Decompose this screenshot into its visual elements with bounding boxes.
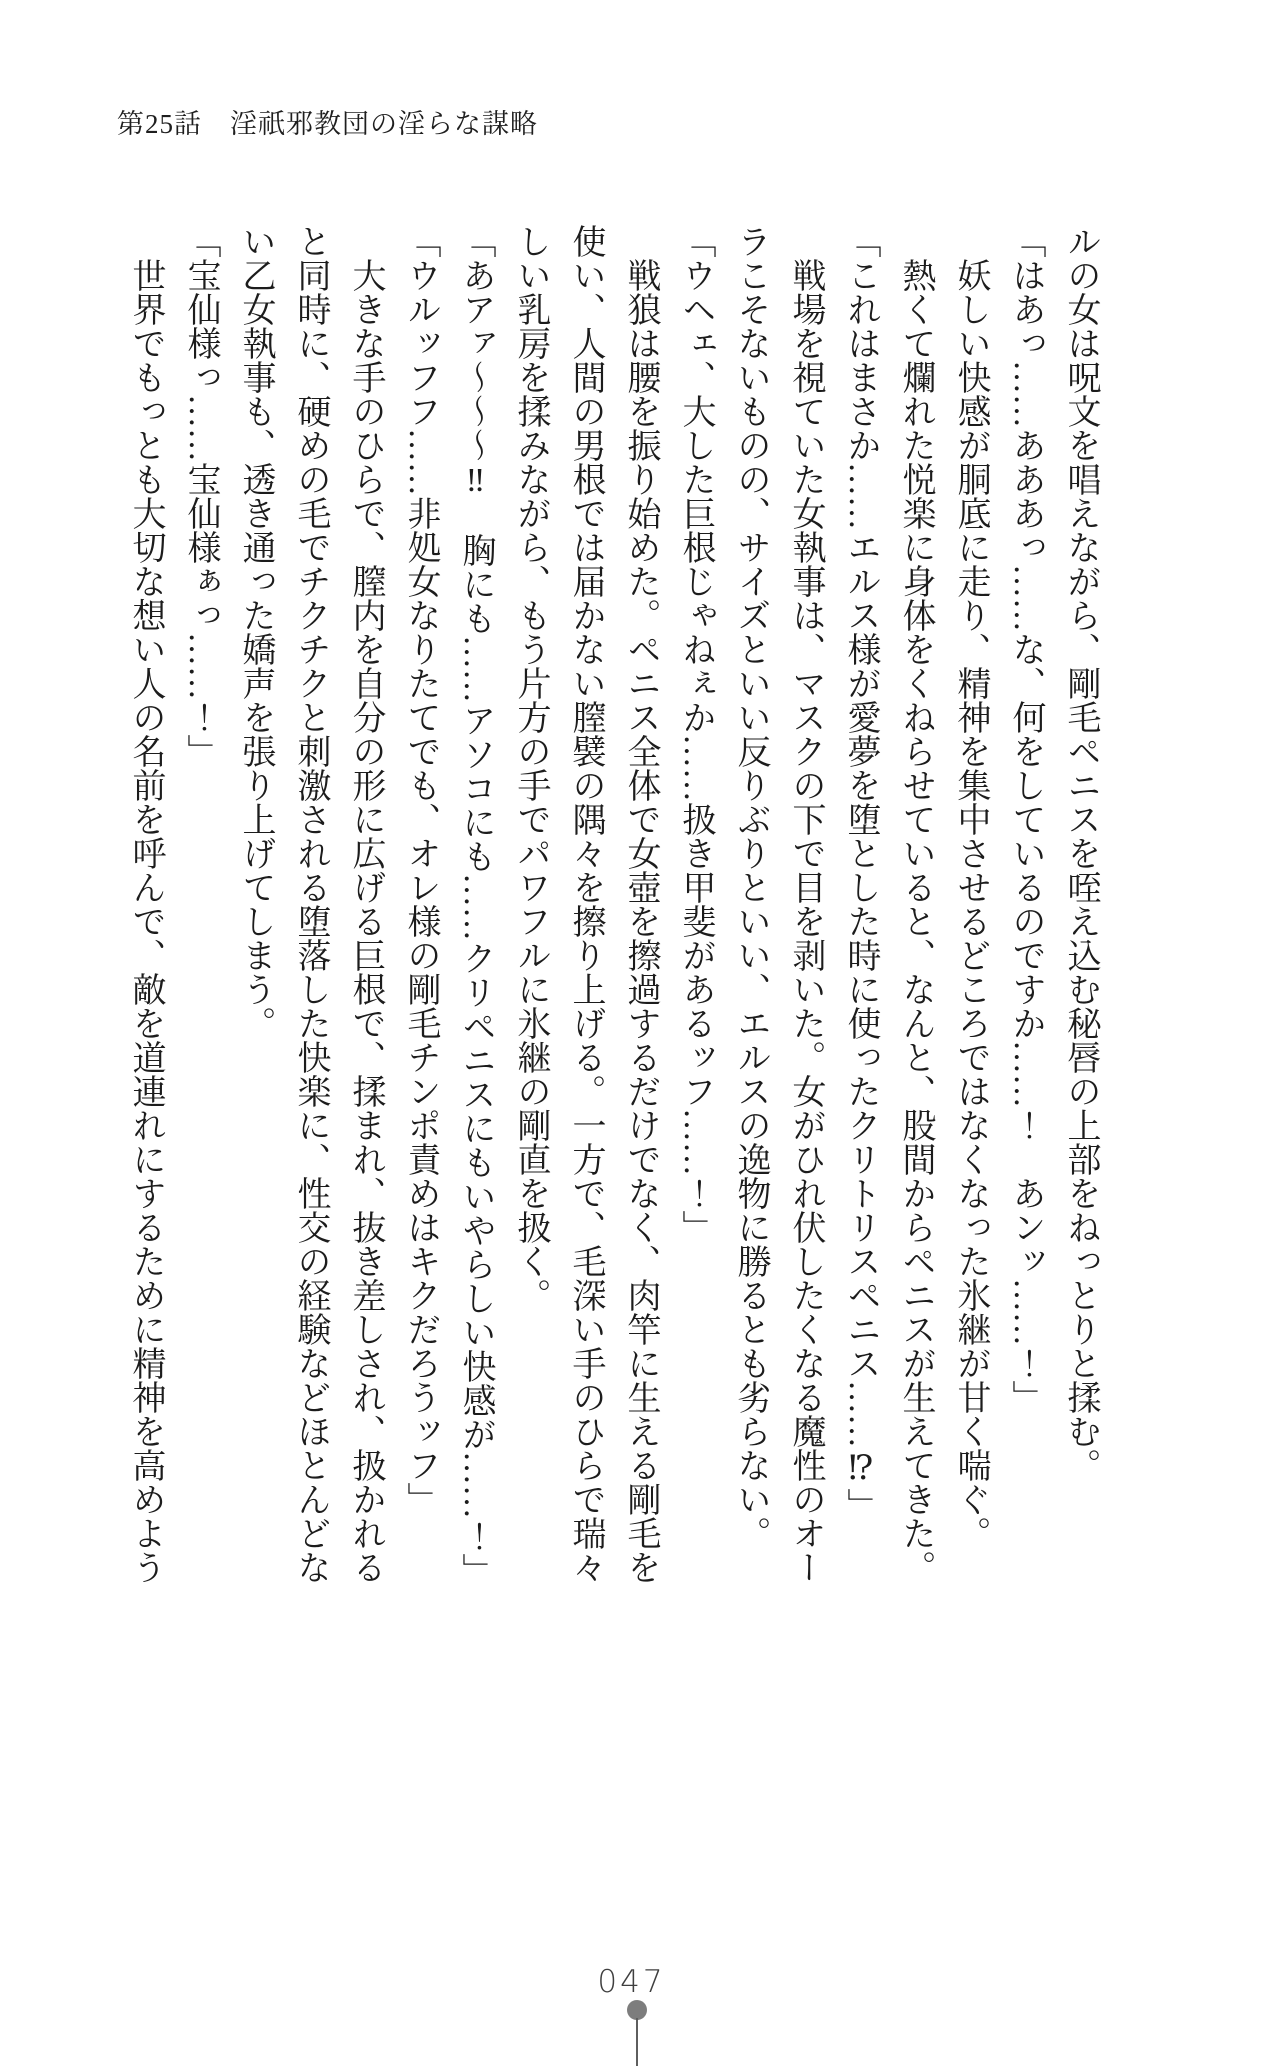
text-column: 「ウルッフフ……非処女なりたてでも、オレ様の剛毛チンポ責めはキクだろうッフ」 — [402, 224, 439, 1516]
text-column: 「ウヘェ、大した巨根じゃねぇか……扱き甲斐があるッフ……！」 — [677, 224, 714, 1244]
text-column: 妖しい快感が胴底に走り、精神を集中させるどころではなくなった氷継が甘く喘ぐ。 — [952, 224, 989, 1550]
page-number: 047 — [597, 1964, 666, 2000]
text-column: 大きな手のひらで、膣内を自分の形に広げる巨根で、揉まれ、抜き差しされ、扱かれる — [347, 224, 384, 1584]
body-text-block — [118, 224, 1108, 1644]
text-column: 戦場を視ていた女執事は、マスクの下で目を剥いた。女がひれ伏したくなる魔性のオー — [787, 224, 824, 1584]
chapter-title: 第25話 淫祇邪教団の淫らな謀略 — [117, 109, 538, 139]
text-column: ルの女は呪文を唱えながら、剛毛ペニスを咥え込む秘唇の上部をねっとりと揉む。 — [1062, 224, 1099, 1482]
text-column: 「これはまさか……エルス様が愛夢を堕とした時に使ったクリトリスペニス……⁉」 — [842, 224, 879, 1522]
footer-ornament-dot-icon — [627, 2000, 647, 2020]
text-column: 世界でもっとも大切な想い人の名前を呼んで、敵を道連れにするために精神を高めよう — [127, 224, 164, 1584]
text-column: い乙女執事も、透き通った嬌声を張り上げてしまう。 — [237, 224, 274, 1040]
text-column: ラこそないものの、サイズといい反りぶりといい、エルスの逸物に勝るとも劣らない。 — [732, 224, 769, 1550]
footer-ornament-line — [636, 2018, 638, 2066]
text-column: 使い、人間の男根では届かない膣襞の隅々を擦り上げる。一方で、毛深い手のひらで瑞々 — [567, 224, 604, 1584]
text-column: 熱くて爛れた悦楽に身体をくねらせていると、なんと、股間からペニスが生えてきた。 — [897, 224, 934, 1584]
text-column: と同時に、硬めの毛でチクチクと刺激される堕落した快楽に、性交の経験などほとんどな — [292, 224, 329, 1584]
text-column: 「はあっ……あああっ……な、何をしているのですか……！ あンッ……！」 — [1007, 224, 1044, 1414]
text-column: 「あアァ〜〜〜‼ 胸にも……アソコにも……クリペニスにもいやらしい快感が……！」 — [457, 224, 494, 1587]
text-column: 「宝仙様っ……宝仙様ぁっ……！」 — [182, 224, 219, 768]
text-column: 戦狼は腰を振り始めた。ペニス全体で女壺を擦過するだけでなく、肉竿に生える剛毛を — [622, 224, 659, 1584]
text-column: しい乳房を揉みながら、もう片方の手でパワフルに氷継の剛直を扱く。 — [512, 224, 549, 1312]
